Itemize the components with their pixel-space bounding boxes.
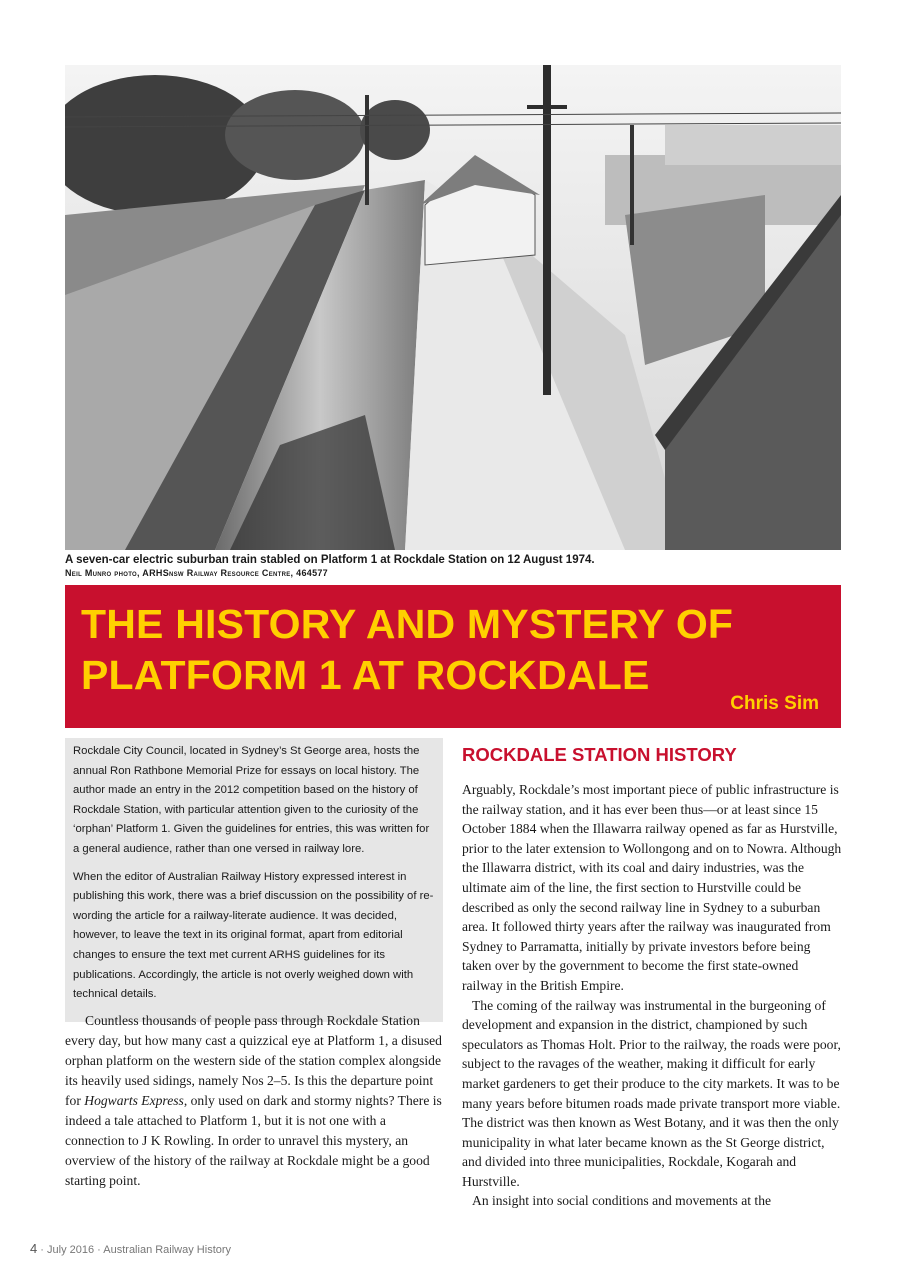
title-line-2: PLATFORM 1 AT ROCKDALE (81, 652, 650, 698)
history-paragraph-1: Arguably, Rockdale’s most important piece of public infrastructure is the railway station, and it has ever been thus—or at least since 15 October 1884 when the Illawarra railway opened as far as Hurstville, prior to the later extension to Wollongong and on to Nowra. Although the Illawarra district, with its coal and dairy industries, was the ultimate aim of the line, the first section to Hurstville could be described as only the second railway line in Sydney to a suburban area. It followed thirty years after the railway was inaugurated from Sydney to Parramatta, initially by private investors before being taken over by the government to become the first state-owned railway in the British Empire. (462, 782, 842, 993)
train-photo (65, 65, 841, 550)
editor-note-paragraph-1: Rockdale City Council, located in Sydney’s St George area, hosts the annual Ron Rathbone Memorial Prize for essays on local history. The author made an entry in the 2012 competition based on the history of Rockdale Station, with particular attention given to the curiosity of the ‘orphan’ Platform 1. Given the guidelines for entries, this was written for a general audience, rather than one versed in railway lore. (73, 745, 430, 855)
title-line-1: THE HISTORY AND MYSTERY OF (81, 601, 734, 647)
intro-column (65, 1011, 443, 1191)
editor-note-box (65, 738, 443, 1022)
history-column (462, 742, 842, 1211)
section-heading: ROCKDALE STATION HISTORY (462, 744, 737, 765)
intro-paragraph (65, 1011, 443, 1191)
editor-note-paragraph-2: When the editor of Australian Railway History expressed interest in publishing this work, there was a brief discussion on the possibility of re-wording the article for a railway-literate audience. It was decided, however, to leave the text in its original format, apart from editorial changes to ensure the text met current ARHS guidelines for its publications. Accordingly, the article is not overly weighed down with technical details. (73, 870, 434, 1001)
intro-italic: Hogwarts Express (84, 1093, 184, 1108)
page-footer (30, 1241, 231, 1256)
title-banner (65, 585, 841, 728)
footer-text: · July 2016 · Australian Railway History (37, 1244, 232, 1256)
intro-text-a: Countless thousands of people pass through Rockdale Station every day, but how many cast a quizzical eye at Platform 1, a disused orphan platform on the western side of the station complex alongside its heavily used sidings, namely Nos 2–5. Is this the departure point for (65, 1013, 442, 1108)
article-title (81, 599, 781, 701)
intro-text-b: , only used on dark and stormy nights? There is indeed a tale attached to Platform 1, but it is not one with a connection to J K Rowling. In order to unravel this mystery, an overview of the history of the railway at Rockdale might be a good starting point. (65, 1093, 442, 1188)
history-paragraph-3: An insight into social conditions and movements at the (472, 1193, 772, 1209)
history-paragraph-2: The coming of the railway was instrumental in the burgeoning of development and expansion in the district, championed by such speculators as Thomas Holt. Prior to the railway, the roads were poor, subject to the ravages of the weather, making it difficult for early market gardeners to get their produce to the city markets. It was to be many years before bitumen roads made private transport more viable. The district was then known as West Botany, and it was then the only municipality in what later became known as the St George district, and divided into three municipalities, Rockdale, Kogarah and Hurstville. (462, 997, 841, 1189)
train-photo-illustration (65, 65, 841, 550)
photo-caption: A seven-car electric suburban train stabled on Platform 1 at Rockdale Station on 12 August 1974. (65, 554, 595, 566)
author-name: Chris Sim (730, 693, 819, 714)
photo-credit: Neil Munro photo, ARHSnsw Railway Resource Centre, 464577 (65, 568, 328, 578)
page-number: 4 (30, 1241, 38, 1256)
